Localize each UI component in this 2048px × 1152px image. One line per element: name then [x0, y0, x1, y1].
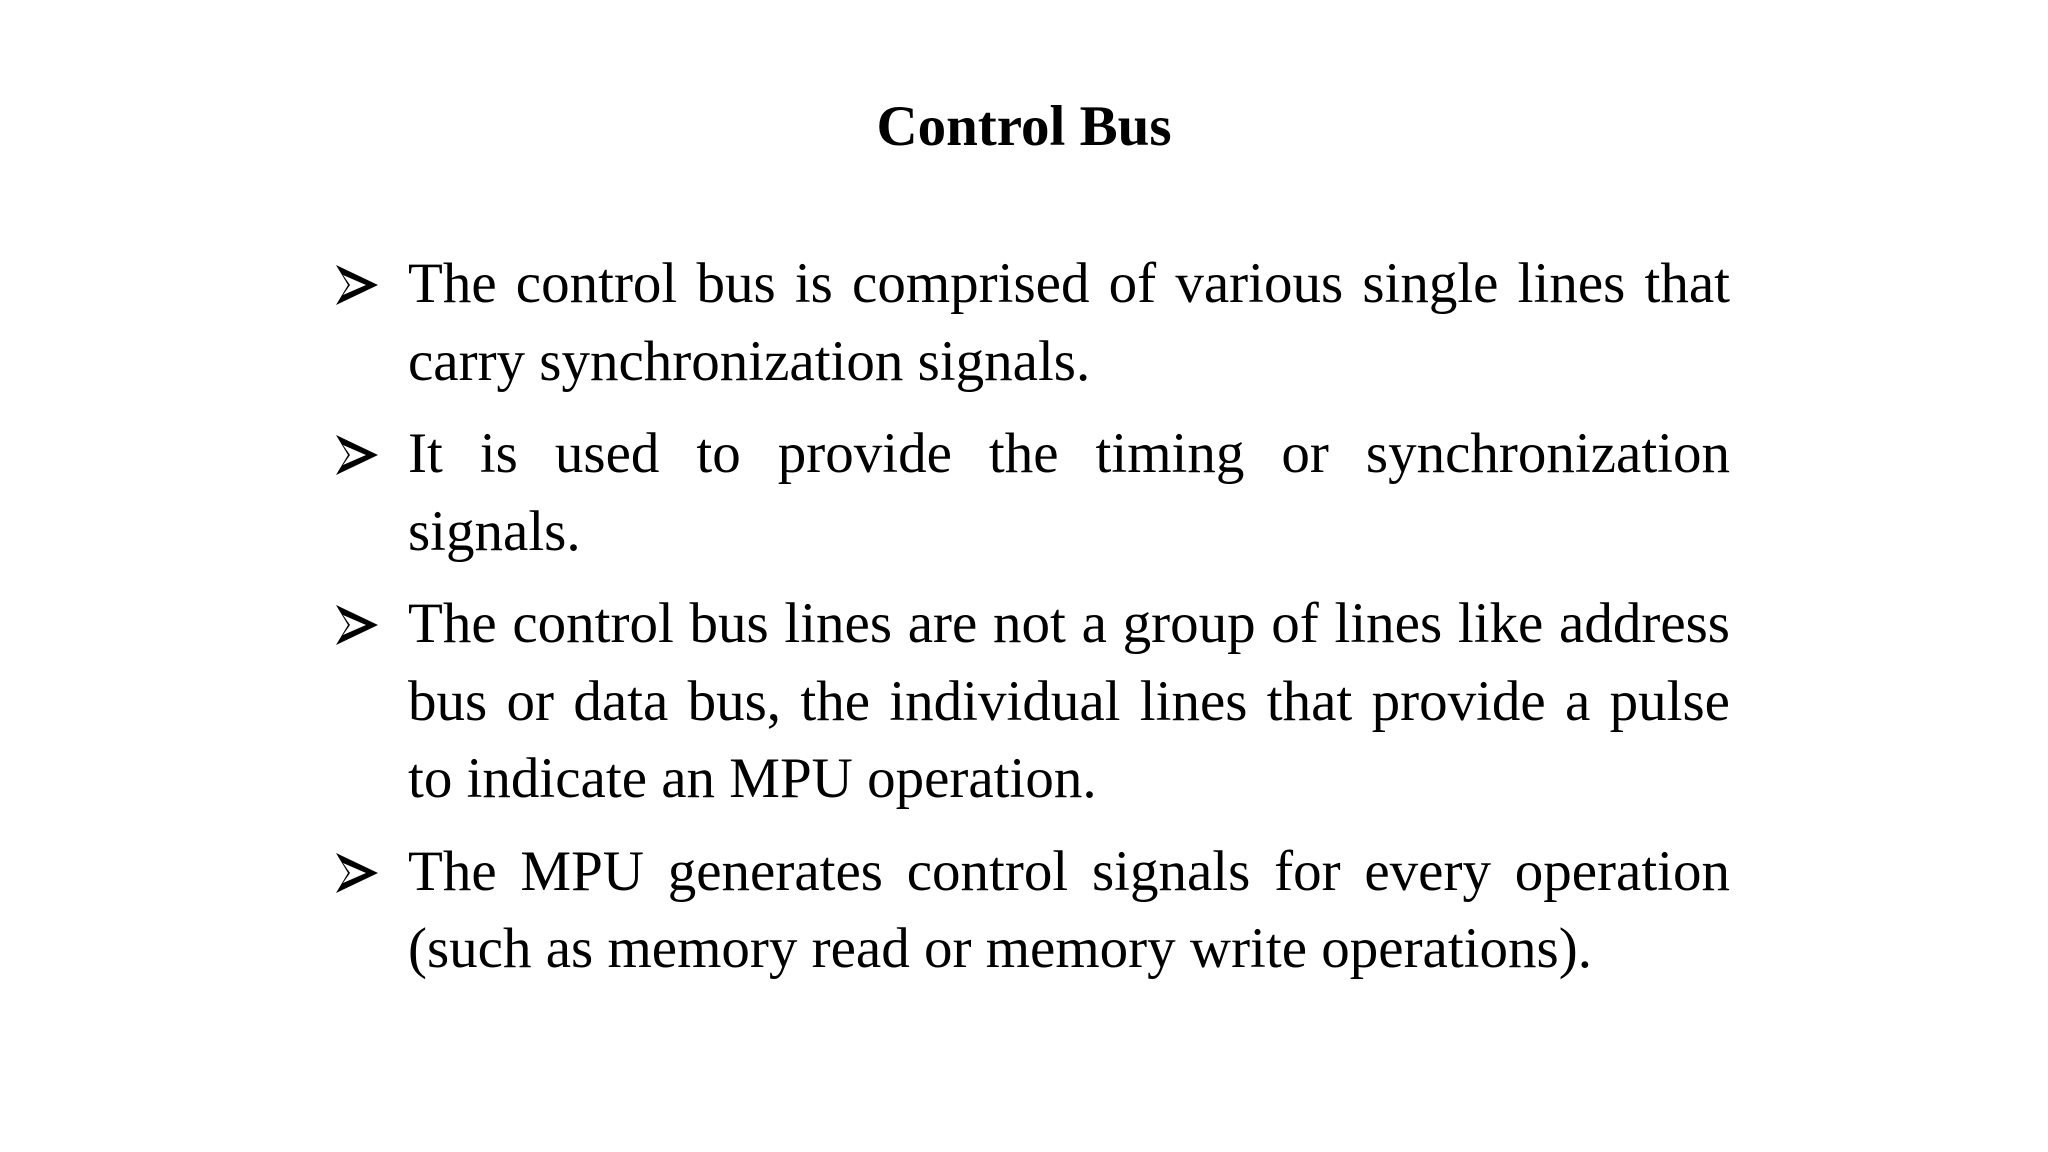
arrowhead-bullet-icon	[334, 263, 380, 307]
bullet-text: The control bus lines are not a group of lines like address bus or data bus, the individual lines that provide a pulse to indicate an MPU operation.	[408, 592, 1730, 810]
arrowhead-bullet-icon	[334, 851, 380, 895]
bullet-item	[330, 585, 1730, 818]
bullet-item	[330, 245, 1730, 400]
bullet-list	[330, 245, 1730, 1003]
bullet-item	[330, 833, 1730, 988]
arrowhead-bullet-icon	[334, 433, 380, 477]
bullet-item	[330, 415, 1730, 570]
bullet-text: It is used to provide the timing or synchronization signals.	[408, 422, 1730, 563]
slide-title: Control Bus	[876, 95, 1172, 158]
bullet-text: The control bus is comprised of various single lines that carry synchronization signals.	[408, 252, 1730, 393]
arrowhead-bullet-icon	[334, 603, 380, 647]
bullet-text: The MPU generates control signals for every operation (such as memory read or memory write operations).	[408, 839, 1730, 980]
